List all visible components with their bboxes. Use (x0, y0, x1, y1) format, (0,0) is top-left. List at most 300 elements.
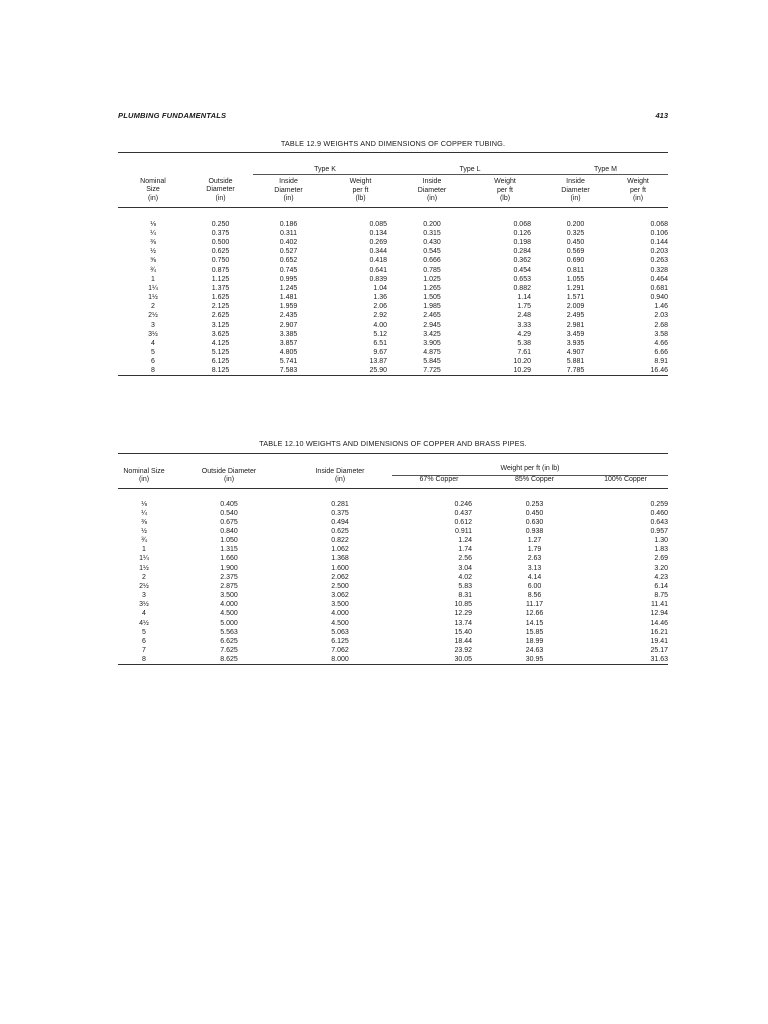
table-cell: 2.63 (527, 555, 542, 563)
table-cell: 1½ (148, 294, 158, 302)
table-cell: 0.882 (513, 284, 531, 292)
table-cell: 0.652 (279, 257, 298, 265)
table-cell: 0.839 (369, 275, 387, 283)
table-cell: 1.505 (423, 294, 441, 302)
table-cell: 0.745 (279, 266, 298, 274)
table-cell: 30.05 (392, 655, 486, 665)
table-cell: 0.630 (525, 518, 544, 526)
table-cell: ⅜ (150, 239, 156, 247)
table-cell: 16.46 (608, 366, 668, 376)
table-cell: 0.430 (423, 239, 441, 247)
table-cell: 0.625 (211, 248, 230, 256)
table-cell: 2.875 (220, 582, 238, 590)
table-row (118, 646, 668, 655)
table-cell: 0.418 (369, 257, 387, 265)
table-row (118, 357, 668, 366)
table-cell: 0.328 (650, 266, 668, 274)
table-cell: 0.785 (423, 266, 441, 274)
table-cell: 0.405 (220, 500, 238, 508)
table-cell: 7.062 (331, 647, 349, 654)
table-cell: 3.385 (279, 330, 298, 338)
table-cell: 6.66 (654, 348, 668, 356)
table-cell: 10.29 (467, 366, 543, 376)
col-header-m-weight: Weight per ft (in) (627, 178, 649, 203)
table-cell: 12.66 (525, 610, 544, 618)
table-cell: 0.315 (423, 229, 441, 237)
table-cell: 1.27 (527, 537, 542, 545)
table-row (118, 311, 668, 320)
table-cell: 0.362 (513, 257, 531, 265)
table-row (118, 582, 668, 591)
table-cell: 2.06 (373, 303, 387, 311)
table-row (118, 554, 668, 563)
col-header-85-copper: 85% Copper (515, 476, 554, 483)
table-cell: 0.068 (513, 220, 531, 228)
table-cell: 5.563 (220, 628, 238, 636)
table-row (118, 302, 668, 311)
table-cell: 0.311 (280, 229, 297, 237)
table-cell: 25.90 (324, 366, 397, 376)
table-cell: 4½ (139, 619, 149, 627)
table-cell: 0.690 (566, 257, 585, 265)
copper-tubing-table (118, 152, 668, 376)
col-header-outside-diameter: Outside Diameter (in) (206, 177, 235, 202)
table-cell: 4.000 (220, 601, 238, 609)
table-row (118, 339, 668, 348)
table-cell: 4.00 (373, 321, 387, 329)
table-cell: ¼ (150, 229, 156, 237)
table-cell: 0.995 (279, 275, 298, 283)
table-cell: 5.000 (220, 619, 238, 627)
table-cell: 1.368 (331, 555, 349, 563)
table-cell: 0.653 (513, 275, 531, 283)
table-cell: 8 (118, 655, 170, 665)
table-cell: 0.325 (566, 229, 585, 237)
table-row (118, 637, 668, 646)
table-cell: 15.40 (454, 628, 472, 636)
table-cell: 1.30 (654, 537, 668, 545)
table-row (118, 536, 668, 545)
table-cell: 2.945 (423, 321, 441, 329)
table-cell: 2.907 (279, 321, 298, 329)
table-cell: 8 (118, 366, 188, 376)
table-cell: 0.263 (650, 257, 668, 265)
table-cell: 3.13 (527, 564, 542, 572)
table-cell: 0.545 (423, 248, 441, 256)
table-cell: 0.253 (525, 500, 544, 508)
table-cell: 2½ (139, 582, 149, 590)
table-cell: 0.200 (566, 220, 585, 228)
table-row (118, 321, 668, 330)
table-row (118, 220, 668, 229)
table-cell: 13.87 (369, 358, 387, 366)
table-cell: 0.641 (369, 266, 387, 274)
table-cell: 2 (142, 573, 146, 581)
table-cell: 1.79 (527, 546, 542, 554)
col-header-m-inside-diameter: Inside Diameter (in) (561, 178, 590, 203)
table-cell: 1.24 (458, 537, 472, 545)
table-cell: 0.200 (423, 220, 441, 228)
col-header-l-weight: Weight per ft (lb) (494, 178, 516, 203)
table-cell: 0.811 (567, 266, 584, 274)
table-cell: 4 (151, 339, 155, 347)
table-cell: ½ (141, 527, 147, 535)
table-cell: 0.250 (211, 220, 230, 228)
table-cell: 2.48 (517, 312, 531, 320)
table-cell: 4.907 (566, 348, 585, 356)
table-cell: 3.58 (654, 330, 668, 338)
col-header-nominal-size: Nominal Size (in) (140, 177, 166, 202)
table-cell: 4.125 (211, 339, 230, 347)
table-cell: 4.23 (654, 573, 668, 581)
table-cell: 2.56 (458, 555, 472, 563)
table-cell: 0.198 (513, 239, 531, 247)
table-row (118, 500, 668, 509)
table-cell: 1.660 (220, 555, 238, 563)
table-cell: 0.402 (279, 239, 298, 247)
table-cell: 1.481 (279, 294, 298, 302)
table-cell: 10.85 (454, 601, 472, 609)
table-row (118, 655, 668, 665)
table-cell: ⅝ (150, 257, 156, 265)
running-title: PLUMBING FUNDAMENTALS (118, 111, 227, 120)
table-cell: 7.725 (397, 366, 467, 376)
table-row (118, 600, 668, 609)
table-cell: 10.20 (513, 358, 531, 366)
table-row (118, 609, 668, 618)
table-cell: 1.600 (331, 564, 349, 572)
table-cell: 6.51 (373, 339, 387, 347)
table-cell: 0.569 (566, 248, 585, 256)
table-cell: 1.74 (458, 546, 472, 554)
table-cell: 1½ (139, 564, 149, 572)
table-cell: 5.83 (458, 582, 472, 590)
table-cell: 16.21 (650, 628, 668, 636)
table-row (118, 619, 668, 628)
table-cell: 1.46 (654, 303, 668, 311)
col-header-k-weight: Weight per ft (lb) (349, 178, 372, 203)
table-cell: 3½ (139, 601, 149, 609)
table-cell: 23.92 (454, 647, 472, 654)
table-cell: 14.15 (525, 619, 544, 627)
table-cell: ⅜ (141, 518, 147, 526)
table-row (118, 266, 668, 275)
table-cell: 1.625 (211, 294, 230, 302)
col-header-k-inside-diameter: Inside Diameter (in) (274, 178, 303, 203)
table-cell: 0.625 (331, 527, 349, 535)
table-cell: ¾ (141, 537, 147, 545)
table-cell: 5.125 (211, 348, 230, 356)
table-cell: 3.625 (211, 330, 230, 338)
table-cell: ¾ (150, 266, 156, 274)
table-cell: 2.69 (654, 555, 668, 563)
table-cell: 4.500 (331, 619, 349, 627)
table-row (118, 564, 668, 573)
table-cell: 4.000 (331, 610, 349, 618)
table-cell: 0.494 (331, 518, 349, 526)
table-cell: 0.284 (513, 248, 531, 256)
table-row (118, 238, 668, 247)
table-cell: ½ (150, 248, 156, 256)
table-cell: 4.14 (527, 573, 542, 581)
table-cell: 0.822 (331, 537, 349, 545)
table-cell: 1.36 (373, 294, 387, 302)
table-cell: 3.062 (331, 592, 349, 600)
table-cell: 11.17 (526, 601, 543, 609)
table-row (118, 256, 668, 265)
table-12-9-title: TABLE 12.9 WEIGHTS AND DIMENSIONS OF COPPER TUBING. (280, 139, 506, 148)
table-cell: 19.41 (650, 637, 668, 645)
table-cell: 0.259 (650, 500, 668, 508)
table-cell: 4.875 (423, 348, 441, 356)
table-cell: 1.14 (517, 294, 531, 302)
table-row (118, 591, 668, 600)
table-cell: 0.375 (331, 509, 349, 517)
table-row (118, 545, 668, 554)
table-cell: 2.495 (566, 312, 585, 320)
table-cell: ⅛ (141, 500, 147, 508)
table-cell: 8.56 (527, 592, 542, 600)
table-cell: ⅛ (150, 220, 156, 228)
table-cell: 4.02 (458, 573, 472, 581)
table-cell: 0.940 (650, 294, 668, 302)
table-row (118, 366, 668, 376)
table-cell: 7 (142, 647, 146, 654)
table-row (118, 628, 668, 637)
table-cell: 1.959 (279, 303, 298, 311)
table-row (118, 527, 668, 536)
table-cell: 0.106 (650, 229, 668, 237)
table-cell: 1.025 (423, 275, 441, 283)
table-row (118, 348, 668, 357)
table-row (118, 518, 668, 527)
table-cell: 6.00 (527, 582, 542, 590)
col-header-nominal-size: Nominal Size (in) (123, 467, 165, 483)
table-cell: 3.20 (654, 564, 668, 572)
table-cell: 6.125 (211, 358, 230, 366)
table-cell: 1.315 (220, 546, 238, 554)
table-cell: 6.125 (331, 637, 349, 645)
table-cell: 7.785 (543, 366, 608, 376)
table-cell: 0.134 (369, 229, 387, 237)
table-cell: 3½ (148, 330, 158, 338)
table-cell: 0.144 (650, 239, 668, 247)
table-cell: 5.881 (566, 358, 585, 366)
table-cell: 0.464 (650, 275, 668, 283)
page-number: 413 (655, 111, 668, 120)
table-cell: 3 (151, 321, 155, 329)
table-cell: 4 (142, 610, 146, 618)
table-cell: 30.95 (486, 655, 583, 665)
page-header (118, 111, 668, 123)
table-cell: 9.67 (373, 348, 387, 356)
table-cell: 1 (142, 546, 146, 554)
table-cell: 0.186 (279, 220, 298, 228)
table-cell: 1.245 (279, 284, 298, 292)
table-12-10-title: TABLE 12.10 WEIGHTS AND DIMENSIONS OF COPPER AND BRASS PIPES. (259, 439, 527, 448)
table-cell: 1.050 (220, 537, 238, 545)
table-cell: 2.03 (654, 312, 668, 320)
table-cell: 6 (151, 358, 155, 366)
table-cell: 3.425 (423, 330, 441, 338)
table-cell: 2.465 (423, 312, 441, 320)
table-cell: 1.125 (211, 275, 230, 283)
table-cell: 5.063 (331, 628, 349, 636)
table-cell: 8.000 (288, 655, 392, 665)
table-cell: 6.625 (220, 637, 238, 645)
table-cell: 3.125 (211, 321, 230, 329)
table-row (118, 284, 668, 293)
table-cell: 0.500 (211, 239, 230, 247)
table-row (118, 573, 668, 582)
table-cell: 0.681 (650, 284, 668, 292)
table-cell: 4.500 (220, 610, 238, 618)
table-cell: 0.085 (369, 220, 387, 228)
table-cell: 8.125 (188, 366, 253, 376)
table-cell: 0.612 (454, 518, 472, 526)
table-cell: 1¼ (148, 284, 158, 292)
table-cell: 0.938 (525, 527, 544, 535)
table-cell: 0.344 (369, 248, 387, 256)
table-cell: 0.840 (220, 527, 238, 535)
table-cell: 0.269 (369, 239, 387, 247)
copper-brass-pipes-table (118, 453, 668, 665)
table-row (118, 229, 668, 238)
table-cell: 25.17 (650, 647, 668, 654)
table-cell: 1¼ (139, 555, 149, 563)
table-cell: 7.583 (253, 366, 324, 376)
table-cell: 0.126 (513, 229, 531, 237)
table-cell: 5.741 (279, 358, 298, 366)
table-cell: 1.265 (423, 284, 441, 292)
table-cell: 3 (142, 592, 146, 600)
table-cell: 3.905 (423, 339, 441, 347)
table-cell: 0.246 (454, 500, 472, 508)
table-row (118, 275, 668, 284)
table-cell: 2 (151, 303, 155, 311)
table-cell: 8.31 (458, 592, 472, 600)
type-l-header: Type L (397, 162, 543, 175)
table-cell: 0.911 (455, 527, 472, 535)
table-cell: 1.83 (654, 546, 668, 554)
table-cell: 3.857 (279, 339, 298, 347)
table-cell: 1.985 (423, 303, 441, 311)
table-cell: 2.375 (220, 573, 238, 581)
table-cell: 2.500 (331, 582, 349, 590)
table-cell: 1.291 (566, 284, 585, 292)
table-cell: 0.281 (331, 500, 349, 508)
type-k-header: Type K (253, 162, 397, 175)
table-cell: 1.375 (211, 284, 230, 292)
copper-tubing-table-body (118, 220, 668, 376)
table-cell: 2.68 (654, 321, 668, 329)
table-cell: 0.750 (211, 257, 230, 265)
table-cell: 5.12 (373, 330, 387, 338)
table-cell: 0.375 (211, 229, 230, 237)
table-cell: 0.450 (525, 509, 544, 517)
table-cell: 0.643 (650, 518, 668, 526)
table-cell: ¼ (141, 509, 147, 517)
table-cell: 18.44 (454, 637, 472, 645)
table-cell: 11.41 (651, 601, 668, 609)
table-cell: 2.062 (331, 573, 349, 581)
table-cell: 31.63 (583, 655, 668, 665)
table-cell: 0.540 (220, 509, 238, 517)
table-row (118, 293, 668, 302)
table-cell: 1.571 (566, 294, 585, 302)
table-cell: 0.068 (650, 220, 668, 228)
table-cell: 1.04 (373, 284, 387, 292)
table-cell: 8.91 (654, 358, 668, 366)
table-cell: 0.675 (220, 518, 238, 526)
table-row (118, 330, 668, 339)
table-cell: 0.875 (211, 266, 230, 274)
table-cell: 14.46 (650, 619, 668, 627)
table-cell: 2.625 (211, 312, 230, 320)
col-header-outside-diameter: Outside Diameter (in) (201, 467, 257, 483)
table-cell: 7.61 (517, 348, 531, 356)
table-cell: 2.125 (211, 303, 230, 311)
table-cell: 3.459 (566, 330, 585, 338)
table-cell: 5 (151, 348, 155, 356)
table-cell: 3.33 (517, 321, 531, 329)
copper-brass-pipes-table-body (118, 500, 668, 665)
table-cell: 2½ (148, 312, 158, 320)
table-cell: 0.527 (279, 248, 298, 256)
col-header-inside-diameter: Inside Diameter (in) (315, 467, 365, 483)
table-cell: 7.625 (220, 647, 238, 654)
table-cell: 0.454 (513, 266, 531, 274)
table-cell: 3.04 (458, 564, 472, 572)
table-row (118, 509, 668, 518)
col-header-100-copper: 100% Copper (604, 476, 647, 483)
table-cell: 12.29 (454, 610, 472, 618)
table-cell: 0.203 (650, 248, 668, 256)
table-cell: 5.845 (423, 358, 441, 366)
table-cell: 4.66 (654, 339, 668, 347)
col-header-67-copper: 67% Copper (419, 476, 459, 483)
table-cell: 24.63 (525, 647, 544, 654)
table-cell: 8.75 (654, 592, 668, 600)
table-cell: 0.437 (454, 509, 472, 517)
table-cell: 2.009 (566, 303, 585, 311)
table-cell: 6 (142, 637, 146, 645)
table-cell: 0.450 (566, 239, 585, 247)
table-cell: 15.85 (525, 628, 544, 636)
table-cell: 3.935 (566, 339, 585, 347)
table-cell: 13.74 (454, 619, 472, 627)
weight-per-ft-group-header: Weight per ft (in lb) (392, 459, 668, 476)
table-cell: 3.500 (220, 592, 238, 600)
table-cell: 2.435 (279, 312, 298, 320)
table-cell: 0.460 (650, 509, 668, 517)
col-header-l-inside-diameter: Inside Diameter (in) (417, 178, 447, 203)
table-cell: 5.38 (517, 339, 531, 347)
table-cell: 4.29 (517, 330, 531, 338)
type-m-header: Type M (543, 162, 668, 175)
table-cell: 3.500 (331, 601, 349, 609)
table-cell: 8.625 (170, 655, 288, 665)
table-cell: 0.957 (650, 527, 668, 535)
table-cell: 12.94 (650, 610, 668, 618)
table-cell: 2.981 (566, 321, 585, 329)
table-cell: 2.92 (373, 312, 387, 320)
table-cell: 18.99 (525, 637, 544, 645)
table-cell: 1.062 (331, 546, 349, 554)
table-row (118, 247, 668, 256)
table-cell: 0.666 (423, 257, 441, 265)
table-cell: 5 (142, 628, 146, 636)
